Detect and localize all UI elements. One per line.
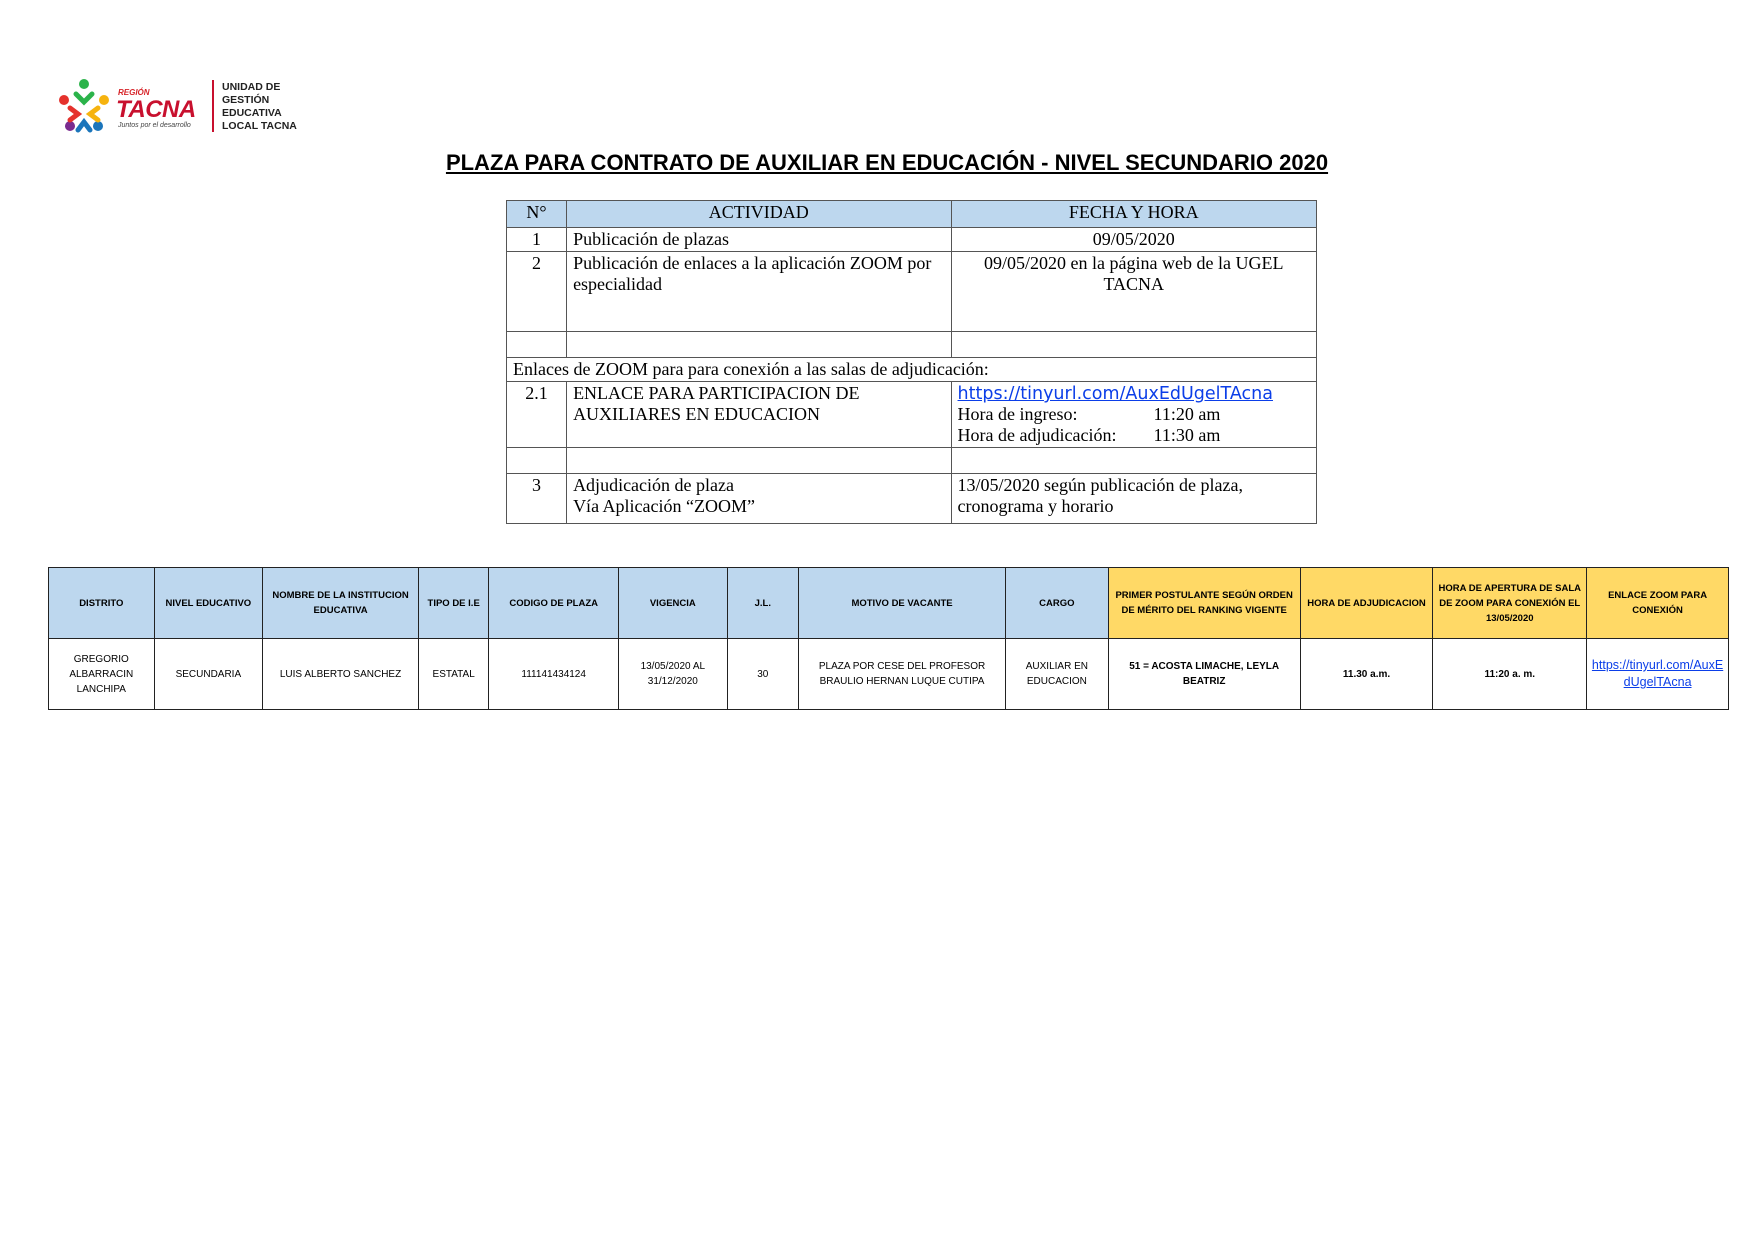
col-header-vigencia: VIGENCIA — [619, 568, 728, 639]
adjudicacion-time — [958, 425, 1310, 446]
ingreso-time — [958, 404, 1310, 425]
col-header-nivel: NIVEL EDUCATIVO — [154, 568, 263, 639]
zoom-section-heading: Enlaces de ZOOM para para conexión a las salas de adjudicación: — [507, 358, 1317, 382]
logo-unit-line: GESTIÓN — [222, 94, 270, 106]
cell-hora-adjudicacion: 11.30 a.m. — [1300, 639, 1433, 710]
schedule-header-row — [507, 201, 1317, 228]
cell-distrito: GREGORIO ALBARRACIN LANCHIPA — [49, 639, 155, 710]
ingreso-value: 11:20 am — [1153, 404, 1221, 424]
row-activity: ENLACE PARA PARTICIPACION DE AUXILIARES EN EDUCACION — [567, 382, 951, 448]
schedule-row — [507, 382, 1317, 448]
col-header-activity: ACTIVIDAD — [567, 201, 951, 228]
schedule-row — [507, 252, 1317, 332]
col-header-num: N° — [507, 201, 567, 228]
logo-region-label: REGIÓN — [118, 88, 150, 97]
zoom-link[interactable]: https://tinyurl.com/AuxEdUgelTAcna — [1591, 658, 1724, 689]
row-date: 13/05/2020 según publicación de plaza, cronograma y horario — [951, 474, 1316, 524]
cell-postulante: 51 = ACOSTA LIMACHE, LEYLA BEATRIZ — [1108, 639, 1300, 710]
col-header-date: FECHA Y HORA — [951, 201, 1316, 228]
empty-cell — [567, 332, 951, 358]
logo-slogan: Juntos por el desarrollo — [118, 122, 191, 129]
row-num: 2.1 — [507, 382, 567, 448]
logo-unit-name — [222, 81, 322, 133]
row-activity — [567, 474, 951, 524]
cell-hora-apertura: 11:20 a. m. — [1433, 639, 1587, 710]
col-header-motivo: MOTIVO DE VACANTE — [798, 568, 1005, 639]
zoom-link[interactable]: https://tinyurl.com/AuxEdUgelTAcna — [957, 384, 1273, 404]
schedule-table — [506, 200, 1317, 524]
schedule-empty-row — [507, 448, 1317, 474]
row-num: 1 — [507, 228, 567, 252]
row-num: 3 — [507, 474, 567, 524]
cell-jl: 30 — [727, 639, 798, 710]
cell-enlace — [1587, 639, 1729, 710]
col-header-codigo: CODIGO DE PLAZA — [489, 568, 619, 639]
ingreso-label: Hora de ingreso: — [957, 404, 1078, 424]
logo-divider — [212, 80, 214, 132]
col-header-postulante: PRIMER POSTULANTE SEGÚN ORDEN DE MÉRITO DEL RANKING VIGENTE — [1108, 568, 1300, 639]
col-header-distrito: DISTRITO — [49, 568, 155, 639]
adjudicacion-value: 11:30 am — [1153, 425, 1221, 445]
cell-motivo: PLAZA POR CESE DEL PROFESOR BRAULIO HERNAN LUQUE CUTIPA — [798, 639, 1005, 710]
col-header-tipo: TIPO DE I.E — [418, 568, 488, 639]
cell-vigencia: 13/05/2020 AL 31/12/2020 — [619, 639, 728, 710]
row-num: 2 — [507, 252, 567, 332]
logo-unit-line: LOCAL TACNA — [222, 120, 297, 132]
schedule-row — [507, 228, 1317, 252]
row-date: 09/05/2020 en la página web de la UGEL TACNA — [951, 252, 1316, 332]
row-activity: Publicación de plazas — [567, 228, 951, 252]
vacancy-header-row — [49, 568, 1729, 639]
row-zoom-info — [951, 382, 1316, 448]
adjudicacion-label: Hora de adjudicación: — [957, 425, 1117, 445]
col-header-hora-adjudicacion: HORA DE ADJUDICACION — [1300, 568, 1433, 639]
schedule-section-row — [507, 358, 1317, 382]
logo-unit-line: EDUCATIVA — [222, 107, 282, 119]
logo-unit-line: UNIDAD DE — [222, 81, 281, 93]
empty-cell — [507, 332, 567, 358]
col-header-cargo: CARGO — [1006, 568, 1109, 639]
cell-tipo: ESTATAL — [418, 639, 488, 710]
cell-codigo: 111141434124 — [489, 639, 619, 710]
table-row — [49, 639, 1729, 710]
col-header-institucion: NOMBRE DE LA INSTITUCION EDUCATIVA — [263, 568, 419, 639]
schedule-empty-row — [507, 332, 1317, 358]
cell-nivel: SECUNDARIA — [154, 639, 263, 710]
empty-cell — [951, 448, 1316, 474]
col-header-hora-apertura: HORA DE APERTURA DE SALA DE ZOOM PARA CONEXIÓN EL 13/05/2020 — [1433, 568, 1587, 639]
vacancy-table — [48, 567, 1729, 710]
empty-cell — [507, 448, 567, 474]
schedule-row — [507, 474, 1317, 524]
cell-institucion: LUIS ALBERTO SANCHEZ — [263, 639, 419, 710]
activity-line: Adjudicación de plaza — [573, 475, 734, 495]
cell-cargo: AUXILIAR EN EDUCACION — [1006, 639, 1109, 710]
col-header-enlace: ENLACE ZOOM PARA CONEXIÓN — [1587, 568, 1729, 639]
ugel-logo — [54, 78, 314, 138]
row-date: 09/05/2020 — [951, 228, 1316, 252]
empty-cell — [567, 448, 951, 474]
empty-cell — [951, 332, 1316, 358]
logo-tacna-label: TACNA — [116, 96, 196, 123]
col-header-jl: J.L. — [727, 568, 798, 639]
activity-line: Vía Aplicación “ZOOM” — [573, 496, 756, 516]
page-title: PLAZA PARA CONTRATO DE AUXILIAR EN EDUCACIÓN - NIVEL SECUNDARIO 2020 — [445, 150, 1329, 175]
row-activity: Publicación de enlaces a la aplicación ZOOM por especialidad — [567, 252, 951, 332]
region-tacna-emblem-icon — [54, 78, 114, 138]
